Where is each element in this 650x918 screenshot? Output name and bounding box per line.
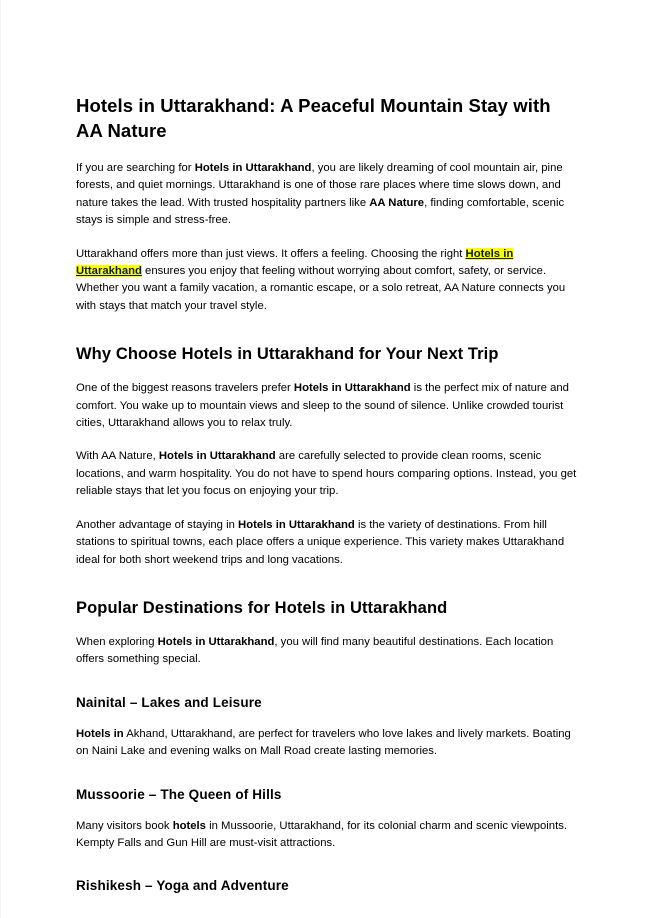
intro-p2-part2: ensures you enjoy that feeling without worrying about comfort, safety, or service. Whether you want a family vacation, a romantic escape, or a solo retreat, AA Nature connects you with stays that match your travel style. bbox=[76, 265, 566, 312]
spacer bbox=[76, 365, 580, 380]
popular-intro-part1: When exploring bbox=[76, 635, 158, 648]
spacer bbox=[76, 315, 580, 343]
spacer bbox=[76, 761, 580, 785]
intro-p1-bold-keyword-1: Hotels in Uttarakhand bbox=[194, 162, 312, 174]
nainital-bold-keyword: Hotels in bbox=[76, 727, 124, 740]
intro-p1-bold-keyword-2: AA Nature bbox=[369, 196, 425, 209]
spacer bbox=[76, 669, 580, 693]
heading-rishikesh: Rishikesh – Yoga and Adventure bbox=[76, 878, 289, 894]
spacer bbox=[76, 712, 580, 726]
why-paragraph-1 bbox=[76, 380, 580, 432]
spacer bbox=[76, 569, 580, 597]
why-p3-part2: is the variety of destinations. From hill stations to spiritual towns, each place offers a unique experience. This variety makes Uttarakhand ideal for both short weekend trips and long vacations. bbox=[76, 518, 565, 566]
highlighted-hotels-link[interactable]: Hotels in Uttarakhand bbox=[76, 247, 514, 278]
spacer bbox=[76, 230, 580, 246]
popular-intro-paragraph bbox=[76, 634, 580, 669]
why-p3-part1: Another advantage of staying in bbox=[76, 518, 239, 531]
mussoorie-bold-keyword: hotels bbox=[172, 819, 206, 832]
spacer bbox=[76, 619, 580, 634]
heading-mussoorie: Mussoorie – The Queen of Hills bbox=[76, 786, 282, 802]
page-left-edge bbox=[0, 0, 1, 918]
why-p2-bold-keyword: Hotels in Uttarakhand bbox=[158, 450, 276, 463]
why-p1-part1: One of the biggest reasons travelers prefer bbox=[76, 382, 294, 395]
intro-p2-part1: Uttarakhand offers more than just views. It offers a feeling. Choosing the right bbox=[76, 247, 466, 260]
nainital-body-part2: Akhand, Uttarakhand, are perfect for travelers who love lakes and lively markets. Boating on Naini Lake and evening walks on Mall Road create lasting memories. bbox=[76, 727, 571, 758]
heading-popular-destinations: Popular Destinations for Hotels in Uttarakhand bbox=[76, 598, 448, 617]
why-p2-part2: are carefully selected to provide clean rooms, scenic locations, and warm hospitality. You do not have to spend hours comparing options. Instead, you get reliable stays that let you focus on enjoying your trip. bbox=[76, 450, 577, 498]
intro-paragraph-2 bbox=[76, 246, 580, 316]
popular-intro-bold-keyword: Hotels in Uttarakhand bbox=[157, 635, 275, 648]
spacer bbox=[76, 501, 580, 517]
why-p3-bold-keyword: Hotels in Uttarakhand bbox=[238, 518, 355, 531]
why-paragraph-2 bbox=[76, 448, 580, 500]
why-p1-part2: is the perfect mix of nature and comfort. You wake up to mountain views and sleep to the sound of silence. Unlike crowded tourist cities, Uttarakhand allows you to relax truly. bbox=[76, 382, 569, 430]
intro-p1-part1: If you are searching for bbox=[76, 162, 195, 174]
why-paragraph-3 bbox=[76, 517, 580, 569]
heading-nainital: Nainital – Lakes and Leisure bbox=[76, 694, 262, 710]
document-body bbox=[76, 93, 580, 895]
nainital-paragraph bbox=[76, 726, 580, 761]
spacer bbox=[76, 804, 580, 818]
why-p1-bold-keyword: Hotels in Uttarakhand bbox=[293, 382, 411, 395]
intro-paragraph-1 bbox=[76, 160, 580, 230]
popular-intro-part2: , you will find many beautiful destinations. Each location offers something special. bbox=[76, 635, 554, 666]
intro-p1-part2: , you are likely dreaming of cool mountain air, pine forests, and quiet mornings. Uttarakhand is one of those rare places where time slows down, and nature takes the lead. With trusted hospitality partners like bbox=[76, 162, 563, 209]
page-title: Hotels in Uttarakhand: A Peaceful Mountain Stay with AA Nature bbox=[76, 95, 551, 141]
heading-why-choose: Why Choose Hotels in Uttarakhand for Your Next Trip bbox=[76, 345, 499, 364]
spacer bbox=[76, 143, 580, 160]
mussoorie-body-part2: in Mussoorie, Uttarakhand, for its colonial charm and scenic viewpoints. Kempty Falls and Gun Hill are must-visit attractions. bbox=[76, 819, 568, 849]
mussoorie-paragraph bbox=[76, 818, 580, 853]
why-p2-part1: With AA Nature, bbox=[76, 450, 159, 463]
spacer bbox=[76, 432, 580, 448]
mussoorie-body-part1: Many visitors book bbox=[76, 819, 173, 832]
intro-p1-part3: , finding comfortable, scenic stays is simple and stress-free. bbox=[76, 196, 565, 227]
spacer bbox=[76, 852, 580, 876]
